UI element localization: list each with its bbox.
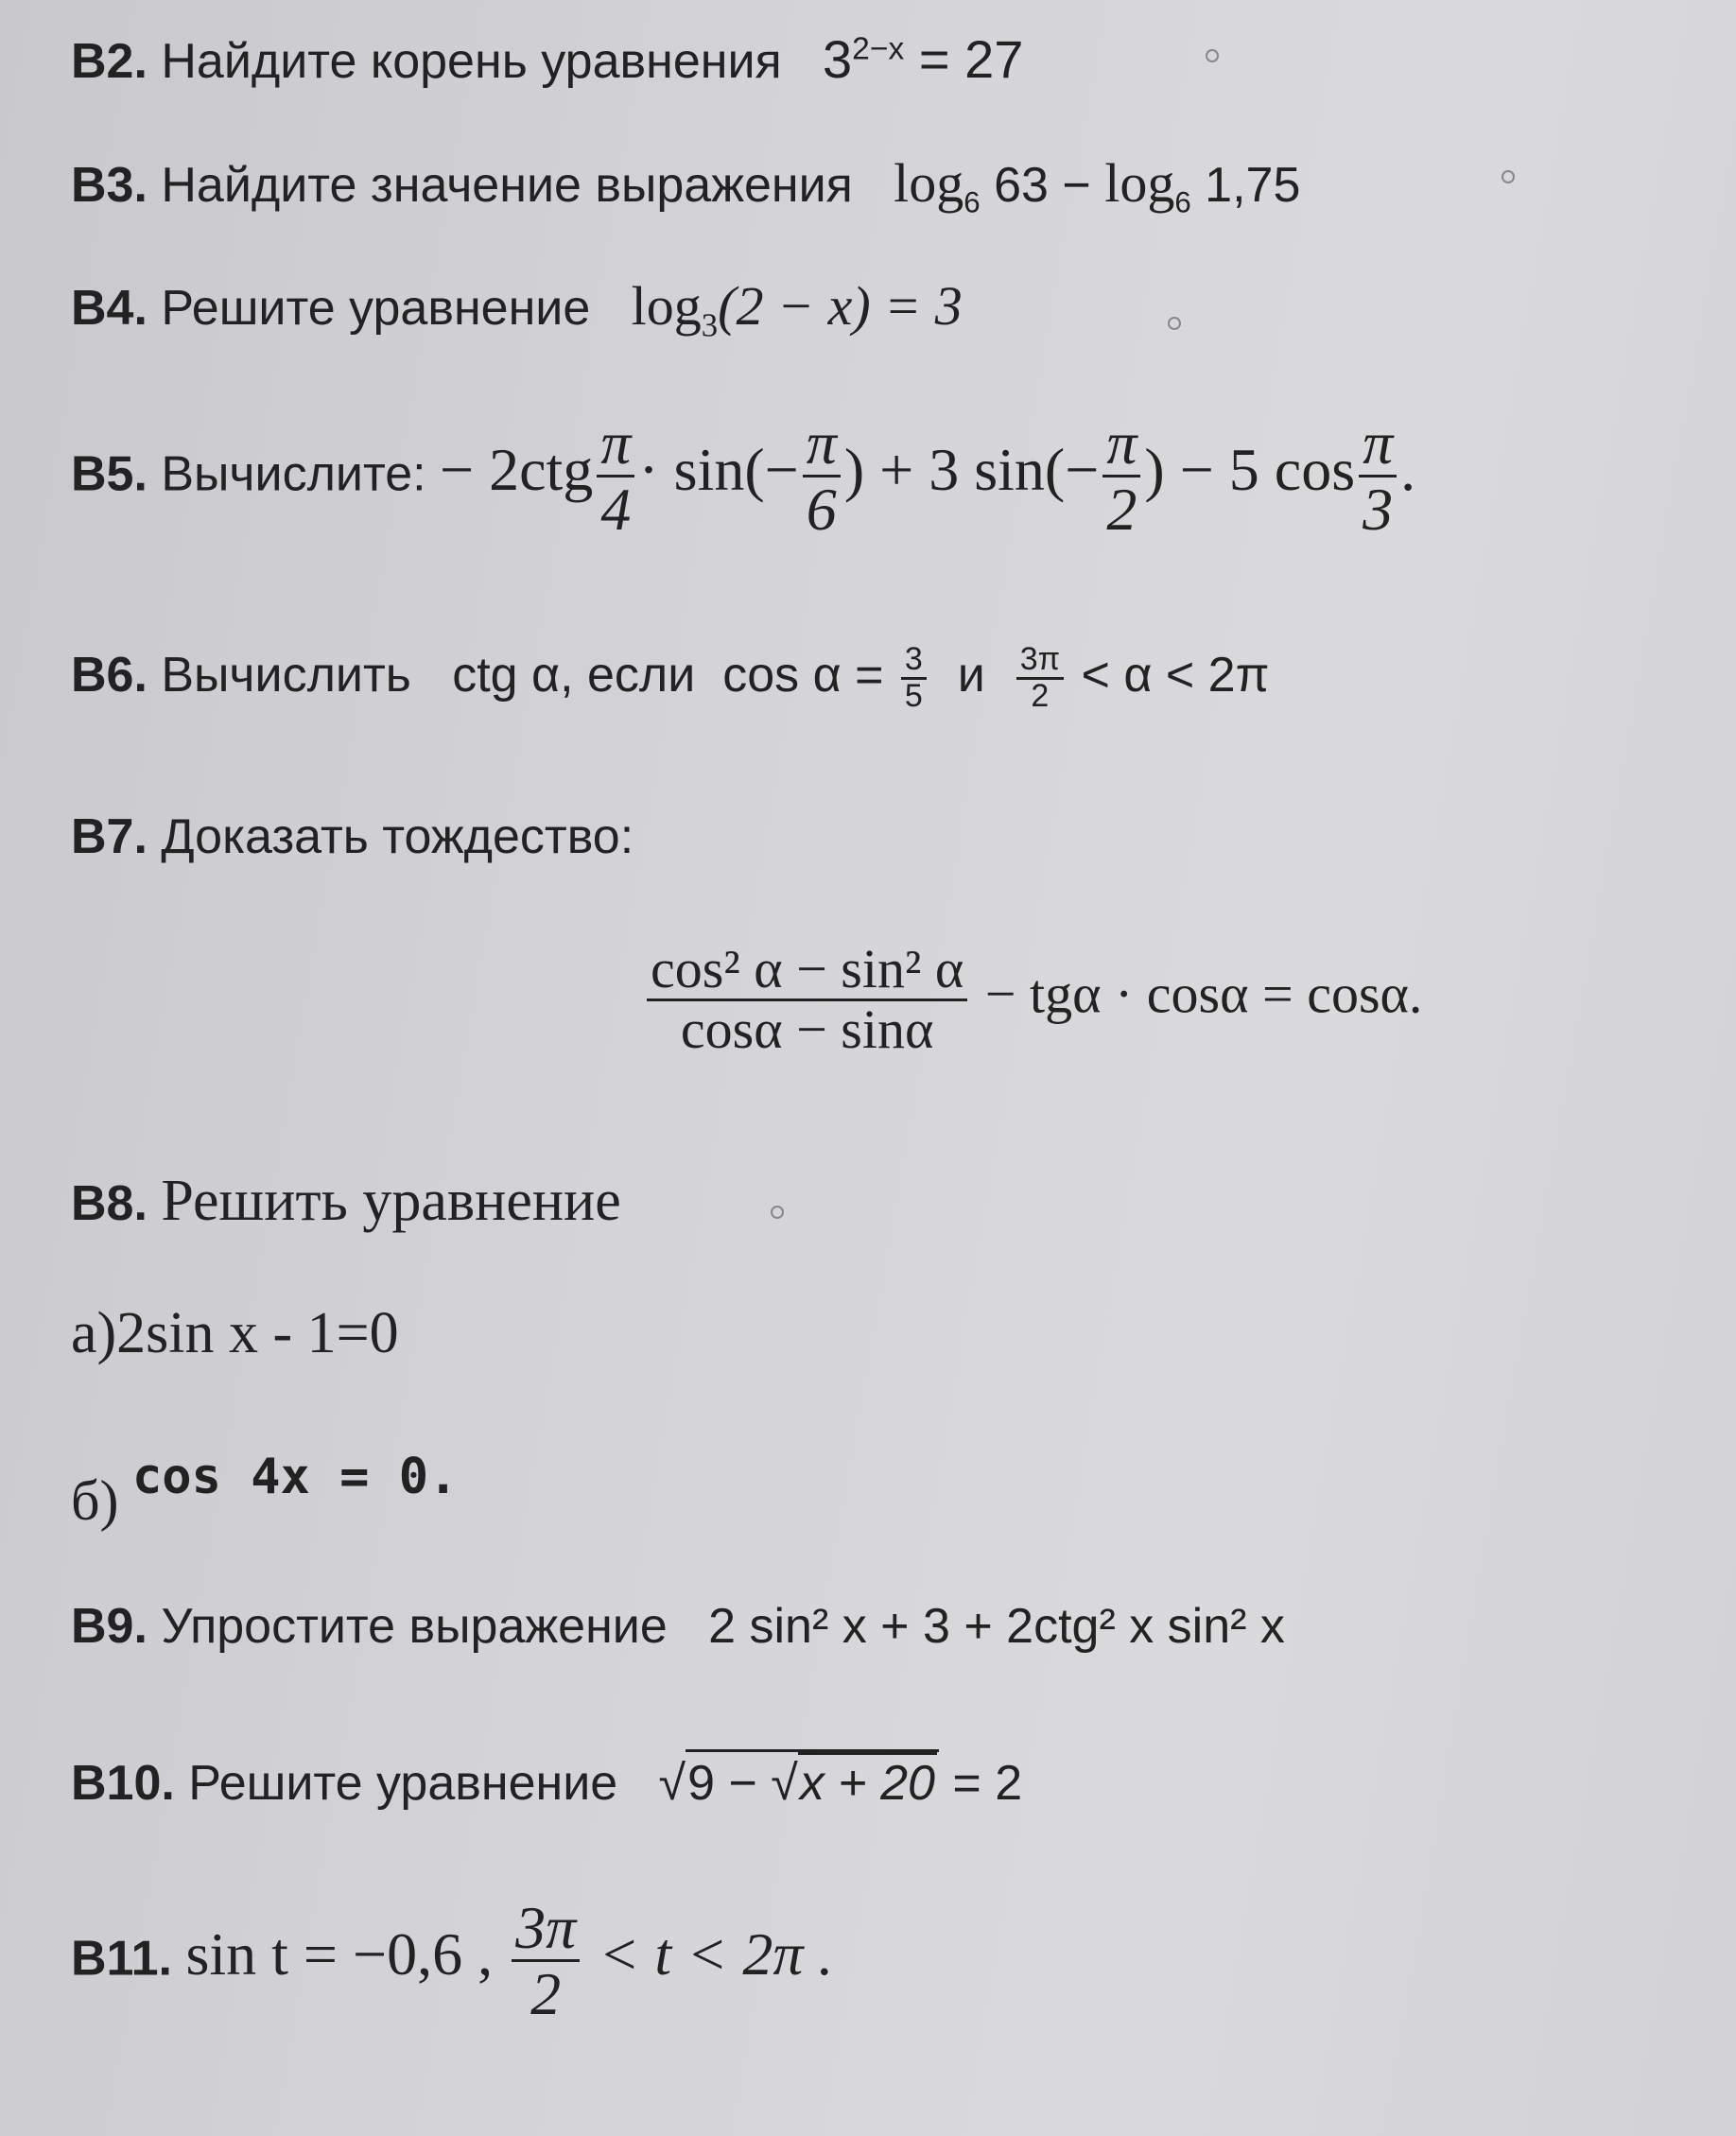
task-text: Решите уравнение [188, 1756, 618, 1811]
formula: $\log_6 63 - \log_6 1,75$ [894, 152, 1301, 219]
formula: − 2ctg $\frac{\pi}{4}$ · sin(− $\frac{\pi}{6}$ ) + 3 sin(− $\frac{\pi}{2}$ ) − 5 cos $\frac{\pi}{3}$ . [440, 409, 1416, 544]
task-number: В6. [71, 647, 148, 703]
task-number: В9. [71, 1599, 148, 1654]
task-text: Найдите корень уравнения [161, 34, 782, 89]
equation-a: а)2sin x - 1=0 [71, 1301, 399, 1365]
formula: ctg α, если cos α = $\frac{3}{5}$ и $\frac{3\pi}{2}$ < α < 2π [452, 641, 1270, 714]
task-b9 [71, 1598, 1285, 1655]
task-number: В3. [71, 158, 148, 213]
task-b2 [71, 28, 1023, 90]
task-b8 [71, 1168, 621, 1235]
task-b4 [71, 274, 963, 345]
task-number: В8. [71, 1176, 148, 1231]
task-number: В10. [71, 1756, 175, 1811]
task-b3 [71, 151, 1300, 219]
task-text: Доказать тождество: [161, 809, 634, 864]
task-text: Вычислить [161, 647, 411, 703]
formula: sin t = −0,6 , $\frac{3\pi}{2}$ < t < 2π . [185, 1894, 834, 2028]
task-text: Вычислите: [161, 446, 426, 502]
pen-mark [1206, 49, 1219, 62]
task-number: В2. [71, 34, 148, 89]
task-number: В7. [71, 809, 148, 864]
task-text: Найдите значение выражения [161, 158, 853, 213]
task-b6 [71, 643, 1269, 713]
task-number: В5. [71, 446, 148, 502]
task-number: В4. [71, 281, 148, 336]
identity-formula: $\frac{\text{cos² α − sin² α}}{\cos\alpha - \sin\alpha}$ − tgα · cosα = cosα. [643, 941, 1422, 1059]
task-b10 [71, 1749, 1022, 1812]
equation-b: б) cos 4x = 0. [71, 1449, 459, 1532]
formula: 2 sin² x + 3 + 2ctg² x sin² x [708, 1599, 1285, 1654]
formula: √9 − √x + 20 = 2 [659, 1756, 1023, 1811]
pen-mark [1168, 317, 1181, 330]
task-b5 [71, 409, 1416, 544]
task-text: Решить уравнение [161, 1169, 621, 1233]
formula: $3^{2-x} = 27$ [823, 29, 1024, 89]
task-number: В11. [71, 1931, 172, 1987]
pen-mark [1502, 170, 1515, 183]
formula: $\log_3(2 - x) = 3$ [631, 275, 963, 344]
task-b7 [71, 808, 634, 865]
task-text: Упростите выражение [161, 1599, 668, 1654]
task-b11 [71, 1894, 834, 2028]
task-text: Решите уравнение [161, 281, 591, 336]
pen-mark [771, 1206, 784, 1219]
